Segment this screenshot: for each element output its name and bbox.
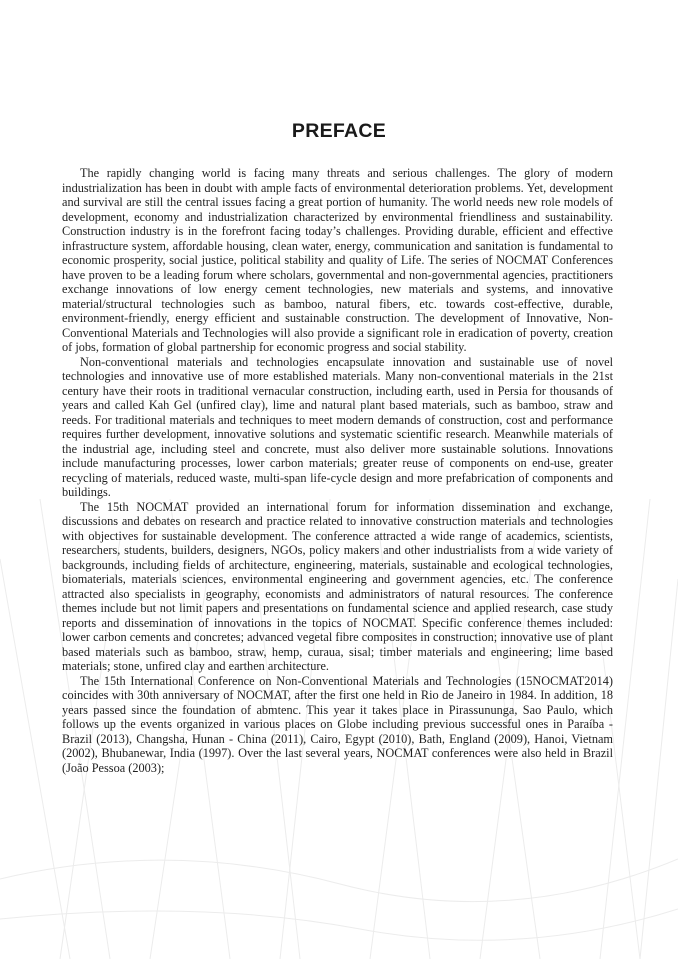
paragraph: The rapidly changing world is facing many threats and serious challenges. The glory of modern industrialization has been in doubt with ample facts of environmental deterioration problems. Yet, development and survival are still the central issues facing a great portion of humanity. The world needs new role models of development, economy and industrialization characterized by environmental friendliness and sustainability. Construction industry is in the forefront facing today’s challenges. Providing durable, efficient and effective infrastructure system, affordable housing, clean water, energy, communication and sanitation is fundamental to economic prosperity, social justice, political stability and quality of Life. The series of NOCMAT Conferences have proven to be a leading forum where scholars, governmental and non-governmental agencies, practitioners exchange innovations of low energy cement technologies, new materials and systems, and innovative material/structural technologies such as bamboo, natural fibers, etc. towards cost-effective, durable, environment-friendly, energy efficient and sustainable construction. The development of Innovative, Non-Conventional Materials and Technologies will also provide a significant role in eradication of poverty, creation of jobs, formation of global partnership for economic progress and social stability. [62, 166, 613, 354]
paragraph: Non-conventional materials and technologies encapsulate innovation and sustainable use of novel technologies and innovative use of more established materials. Many non-conventional materials in the 21st century have their roots in traditional vernacular construction, including earth, used in Persia for thousands of years and called Kah Gel (unfired clay), lime and natural plant based materials, such as bamboo, straw and reeds. For traditional materials and techniques to meet modern demands of construction, cost and performance requires further development, innovative solutions and systematic scientific research. Meanwhile materials of the industrial age, including steel and concrete, must also deliver more sustainable solutions. Innovations include manufacturing processes, lower carbon materials; greater reuse of components on end-use, greater recycling of materials, reduced waste, multi-span life-cycle design and more prefabrication of components and buildings. [62, 354, 613, 499]
preface-body [62, 166, 613, 775]
paragraph: The 15th International Conference on Non-Conventional Materials and Technologies (15NOCMAT2014) coincides with 30th anniversary of NOCMAT, after the first one held in Rio de Janeiro in 1984. In addition, 18 years passed since the foundation of abmtenc. This year it takes place in Pirassununga, Sao Paulo, which follows up the events organized in various places on Globe including previous successful ones in Paraíba - Brazil (2013), Changsha, Hunan - China (2011), Cairo, Egypt (2010), Bath, England (2009), Hanoi, Vietnam (2002), Bhubanewar, India (1997). Over the last several years, NOCMAT conferences were also held in Brazil (João Pessoa (2003); [62, 673, 613, 775]
page-title: PREFACE [291, 120, 387, 142]
paragraph: The 15th NOCMAT provided an international forum for information dissemination and exchange, discussions and debates on research and practice related to innovative construction materials and technologies with objectives for sustainable development. The conference attracted a wide range of academics, scientists, researchers, students, builders, designers, NGOs, policy makers and other industrialists from a wide variety of backgrounds, including fields of architecture, engineering, materials, sustainable and ecological technologies, biomaterials, materials sciences, environmental engineering and government agencies, etc. The conference attracted also specialists in geography, economists and administrators of natural resources. The conference themes include but not limit papers and presentations on fundamental science and applied research, case study reports and dissemination of innovations in the topics of NOCMAT. Specific conference themes included: lower carbon cements and concretes; advanced vegetal fibre composites in construction; innovative use of plant based materials such as bamboo, straw, hemp, curaua, sisal; timber materials and engineering; lime based materials; stone, unfired clay and earthen architecture. [62, 499, 613, 673]
